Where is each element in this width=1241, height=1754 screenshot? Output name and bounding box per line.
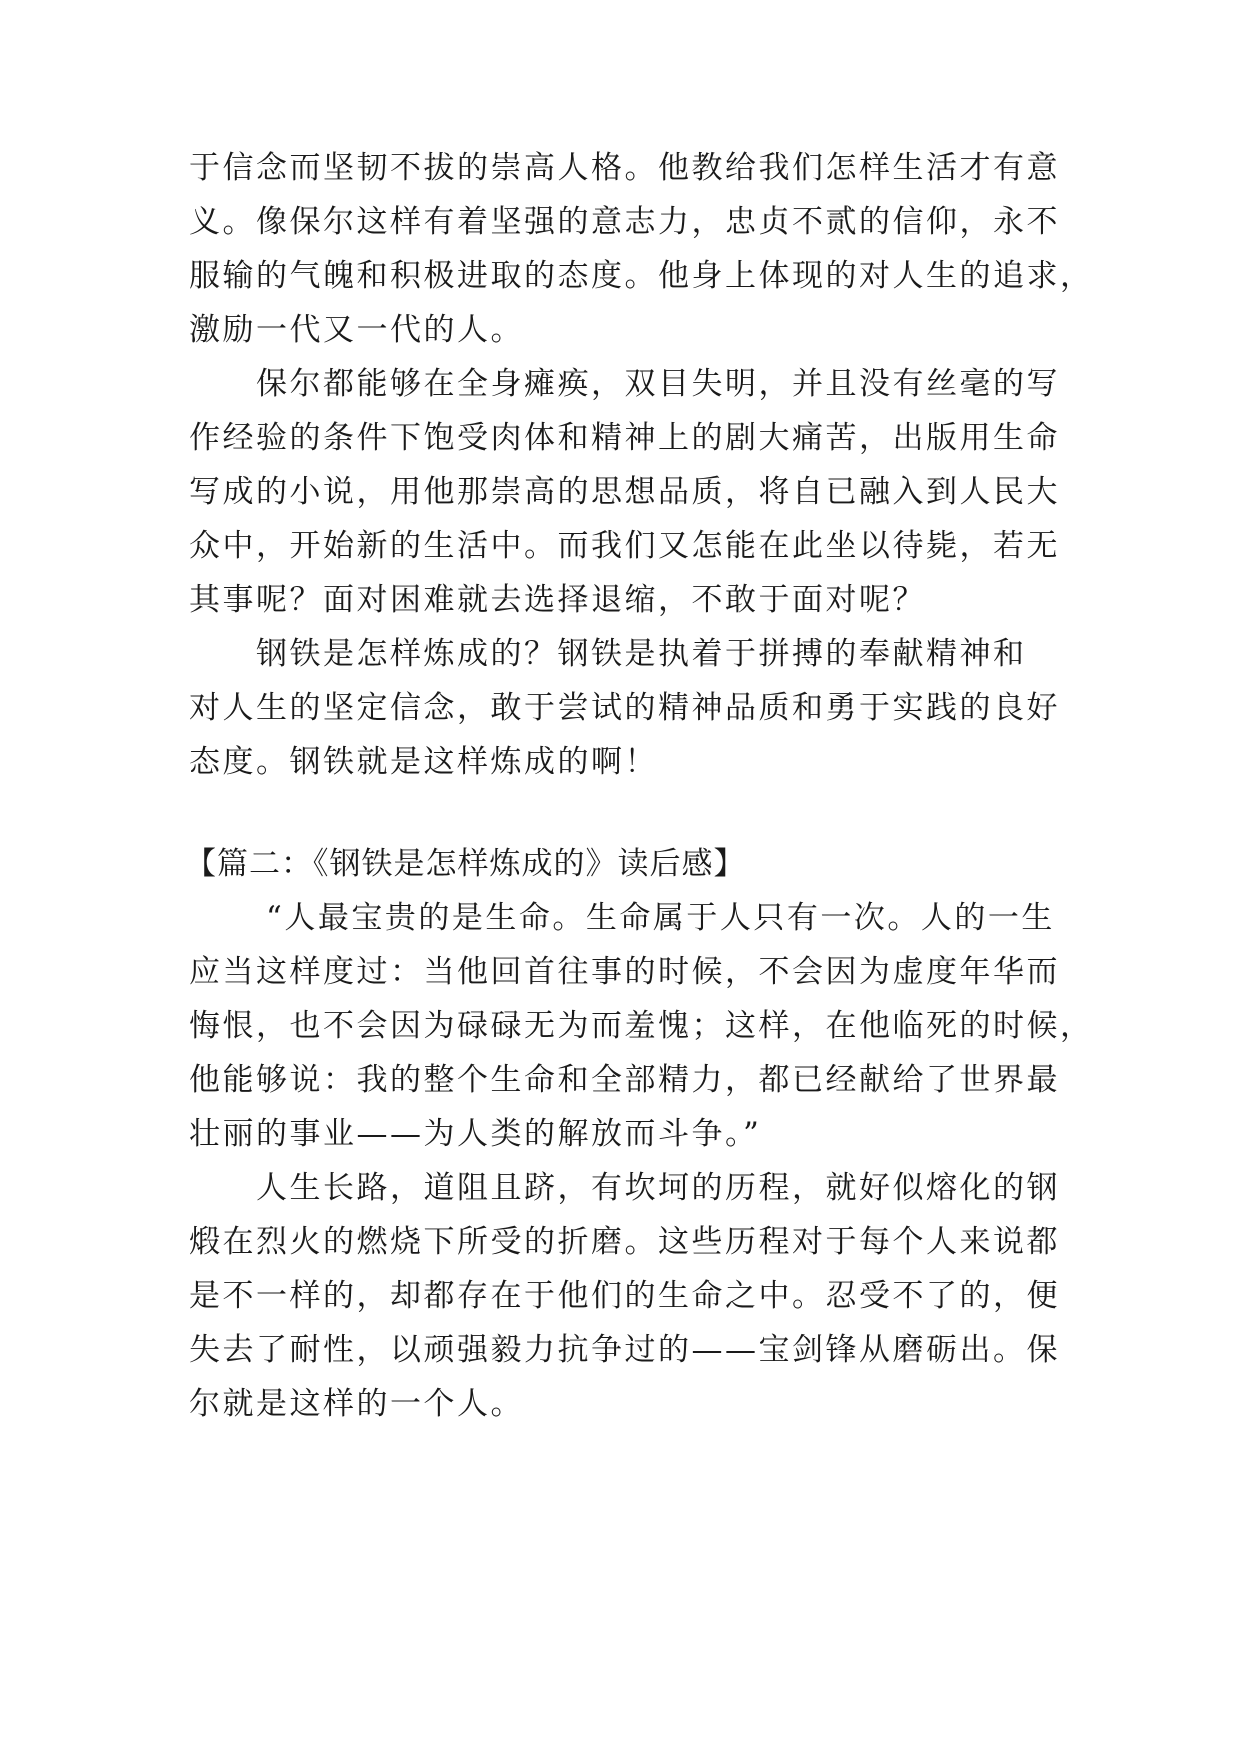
paragraph-line: 失去了耐性，以顽强毅力抗争过的——宝剑锋从磨砺出。保 [189,1332,1060,1368]
section-heading: 【篇二：《钢铁是怎样炼成的》读后感】 [185,846,746,882]
paragraph-line: 他能够说：我的整个生命和全部精力，都已经献给了世界最 [189,1062,1060,1098]
paragraph-line: 壮丽的事业——为人类的解放而斗争。” [189,1116,762,1152]
paragraph-line: 激励一代又一代的人。 [189,312,524,348]
paragraph-line: 众中，开始新的生活中。而我们又怎能在此坐以待毙，若无 [189,528,1060,564]
paragraph-line: 其事呢？面对困难就去选择退缩，不敢于面对呢？ [189,582,926,618]
paragraph-line: 义。像保尔这样有着坚强的意志力，忠贞不贰的信仰，永不 [189,204,1060,240]
paragraph-line: 作经验的条件下饱受肉体和精神上的剧大痛苦，出版用生命 [189,420,1060,456]
paragraph-line: 于信念而坚韧不拔的崇高人格。他教给我们怎样生活才有意 [189,150,1060,186]
paragraph-line: 写成的小说，用他那崇高的思想品质，将自已融入到人民大 [189,474,1060,510]
paragraph-line: 尔就是这样的一个人。 [189,1386,524,1422]
paragraph-line: 人生长路，道阻且跻，有坎坷的历程，就好似熔化的钢 [256,1170,1060,1206]
paragraph-line: 对人生的坚定信念，敢于尝试的精神品质和勇于实践的良好 [189,690,1060,726]
paragraph-line: 态度。钢铁就是这样炼成的啊！ [189,744,658,780]
paragraph-line: 保尔都能够在全身瘫痪，双目失明，并且没有丝毫的写 [256,366,1060,402]
paragraph-line: 煅在烈火的燃烧下所受的折磨。这些历程对于每个人来说都 [189,1224,1060,1260]
paragraph-line: “人最宝贵的是生命。生命属于人只有一次。人的一生 [266,900,1055,936]
paragraph-line: 是不一样的，却都存在于他们的生命之中。忍受不了的，便 [189,1278,1060,1314]
paragraph-line: 悔恨，也不会因为碌碌无为而羞愧；这样，在他临死的时候， [189,1008,1094,1044]
paragraph-line: 应当这样度过：当他回首往事的时候，不会因为虚度年华而 [189,954,1060,990]
paragraph-line: 钢铁是怎样炼成的？钢铁是执着于拼搏的奉献精神和 [256,636,1027,672]
paragraph-line: 服输的气魄和积极进取的态度。他身上体现的对人生的追求， [189,258,1094,294]
